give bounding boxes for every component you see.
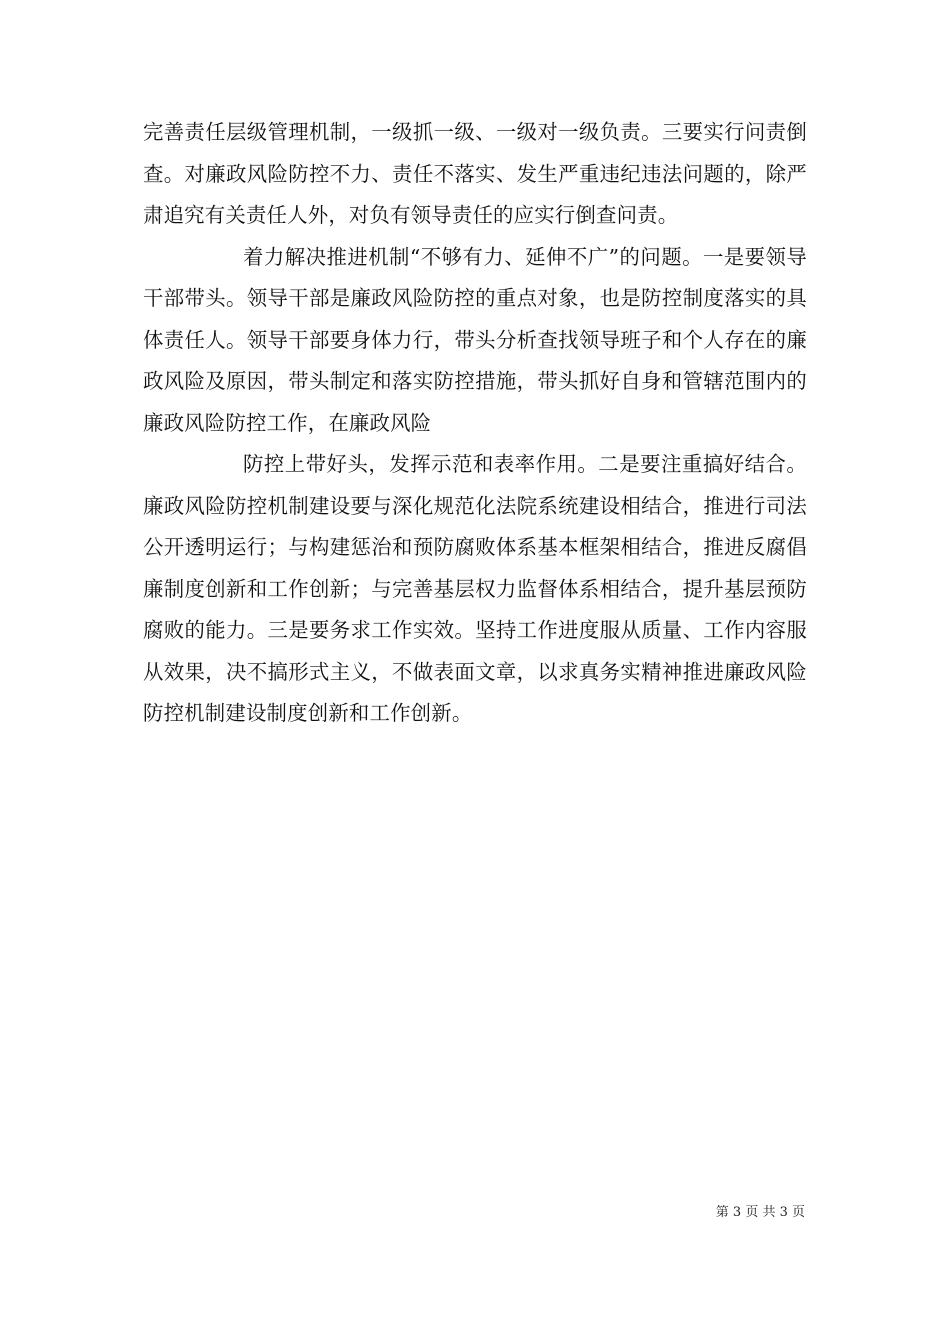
paragraph-2: 着力解决推进机制“不够有力、延伸不广”的问题。一是要领导干部带头。领导干部是廉政风险防控的重点对象，也是防控制度落实的具体责任人。领导干部要身体力行，带头分析查找领导班子和个人存在的廉政风险及原因，带头制定和落实防控措施，带头抓好自身和管辖范围内的廉政风险防控工作，在廉政风险 bbox=[143, 244, 807, 435]
paragraph-3: 防控上带好头，发挥示范和表率作用。二是要注重搞好结合。廉政风险防控机制建设要与深化规范化法院系统建设相结合，推进行司法公开透明运行；与构建惩治和预防腐败体系基本框架相结合，推进反腐倡廉制度创新和工作创新；与完善基层权力监督体系相结合，提升基层预防腐败的能力。三是要务求工作实效。坚持工作进度服从质量、工作内容服从效果，决不搞形式主义，不做表面文章，以求真务实精神推进廉政风险防控机制建设制度创新和工作创新。 bbox=[143, 452, 807, 725]
document-body bbox=[143, 112, 807, 735]
page-number-footer: 第 3 页 共 3 页 bbox=[715, 1205, 805, 1220]
paragraph-1: 完善责任层级管理机制，一级抓一级、一级对一级负责。三要实行问责倒查。对廉政风险防控不力、责任不落实、发生严重违纪违法问题的，除严肃追究有关责任人外，对负有领导责任的应实行倒查问责。 bbox=[143, 120, 807, 227]
